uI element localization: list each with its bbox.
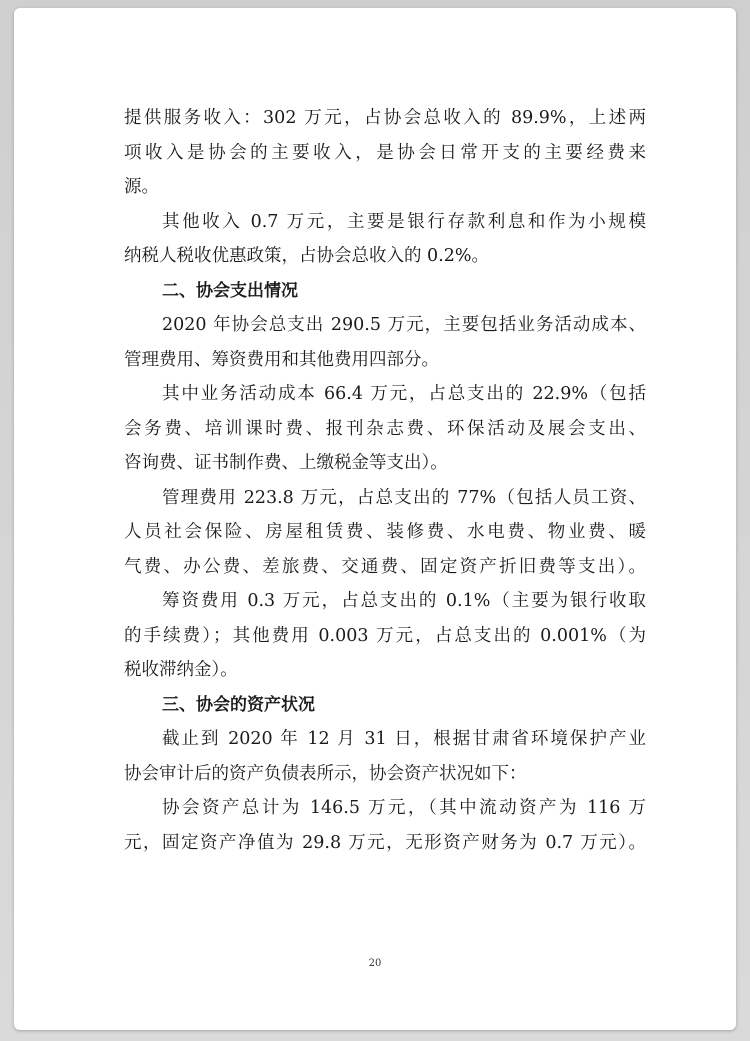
section-heading: 二、协会支出情况: [162, 280, 298, 301]
paragraph-line: 其他收入 0.7 万元，主要是银行存款利息和作为小规模: [162, 211, 646, 232]
body-text: [124, 101, 646, 860]
section-heading: 三、协会的资产状况: [162, 694, 315, 715]
paragraph-line: 管理费用 223.8 万元，占总支出的 77%（包括人员工资、: [162, 487, 646, 508]
paragraph-line: 会务费、培训课时费、报刊杂志费、环保活动及展会支出、: [124, 418, 646, 439]
page-number: 20: [368, 958, 382, 969]
paragraph-line: 项收入是协会的主要收入，是协会日常开支的主要经费来: [124, 142, 646, 163]
paragraph-line: 税收滞纳金）。: [124, 660, 238, 680]
paragraph-line: 其中业务活动成本 66.4 万元，占总支出的 22.9%（包括: [162, 384, 646, 404]
paragraph-line: 截止到 2020 年 12 月 31 日，根据甘肃省环境保护产业: [162, 729, 646, 749]
paragraph-line: 源。: [124, 177, 159, 197]
paragraph-line: 协会资产总计为 146.5 万元，（其中流动资产为 116 万: [162, 798, 646, 818]
document-page: [14, 8, 736, 1030]
paragraph-line: 2020 年协会总支出 290.5 万元，主要包括业务活动成本、: [162, 315, 646, 335]
paragraph-line: 气费、办公费、差旅费、交通费、固定资产折旧费等支出）。: [124, 556, 646, 577]
paragraph-line: 提供服务收入：302 万元，占协会总收入的 89.9%，上述两: [124, 108, 646, 128]
paragraph-line: 纳税人税收优惠政策，占协会总收入的 0.2%。: [124, 246, 490, 266]
paragraph-line: 筹资费用 0.3 万元，占总支出的 0.1%（主要为银行收取: [162, 591, 646, 611]
paragraph-line: 咨询费、证书制作费、上缴税金等支出）。: [124, 453, 448, 473]
paragraph-line: 元，固定资产净值为 29.8 万元，无形资产财务为 0.7 万元）。: [124, 832, 646, 853]
paragraph-line: 协会审计后的资产负债表所示，协会资产状况如下：: [124, 763, 527, 784]
paragraph-line: 人员社会保险、房屋租赁费、装修费、水电费、物业费、暖: [124, 522, 646, 542]
paragraph-line: 的手续费）；其他费用 0.003 万元，占总支出的 0.001%（为: [124, 625, 646, 646]
paragraph-line: 管理费用、筹资费用和其他费用四部分。: [124, 349, 439, 370]
